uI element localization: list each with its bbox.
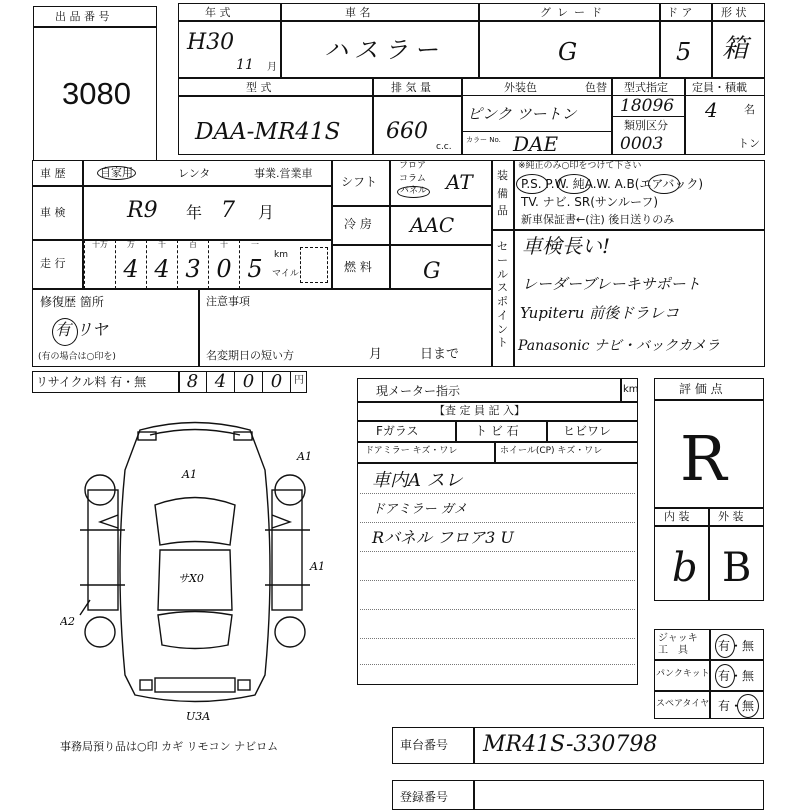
grade-label: グレード <box>540 6 608 19</box>
model-value: DAA-MR41S <box>195 119 341 145</box>
chassis-label: 車台番号 <box>400 738 449 752</box>
evaluation-score: R <box>680 422 727 495</box>
repair-note: (有の場合は○印を) <box>38 352 116 362</box>
color-label: 外装色 <box>504 81 537 94</box>
mile-checkbox[interactable] <box>300 247 328 283</box>
mileage-cell <box>208 240 239 289</box>
mileage-digit: 0 <box>216 255 232 283</box>
equipment-note: ※純正のみ○印をつけて下さい <box>518 161 642 171</box>
month-unit: 月 <box>267 62 277 73</box>
history-private: 自家用 <box>97 166 136 180</box>
grade-value: G <box>558 38 578 66</box>
inspector-header: 【査 定 員 記 入】 <box>434 404 525 417</box>
color-no-value: DAE <box>513 132 559 156</box>
mileage-unit-label: 千 <box>158 240 166 249</box>
car-diagram <box>60 410 330 730</box>
puncture-label: パンクキット <box>656 669 710 679</box>
meter-unit: km <box>623 384 639 395</box>
deadline-day: 日まで <box>420 347 460 362</box>
ac-value: AAC <box>410 213 455 237</box>
spare-circle <box>737 694 759 718</box>
equipment-line-3: 新車保証書←(注) 後日送りのみ <box>521 213 675 226</box>
mileage-unit-label: 百 <box>189 240 197 249</box>
mileage-unit-label: 十万 <box>92 240 108 249</box>
jack-label: ジャッキ 工 具 <box>658 633 698 656</box>
displacement-value: 660 <box>386 119 428 144</box>
recycle-cells <box>179 371 291 393</box>
class-label: 類別区分 <box>624 119 668 132</box>
color-no-label: カラー No. <box>466 136 501 144</box>
mileage-cell <box>146 240 177 289</box>
circle-ab <box>648 174 680 194</box>
sales-point-4: Panasonic ナビ・バックカメラ <box>518 338 720 354</box>
fuel-value: G <box>423 259 441 284</box>
equipment-line-2: TV. ナビ. SR(サンルーフ) <box>521 195 659 209</box>
inspector-cell-mirror: ドアミラー キズ・ワレ <box>365 446 458 456</box>
recycle-unit: 円 <box>294 375 304 386</box>
displacement-unit: c.c. <box>436 142 452 152</box>
shift-label: シフト <box>341 175 378 189</box>
inspector-entry-2: ドアミラー ガメ <box>372 502 467 517</box>
shift-column: コラム <box>399 174 426 184</box>
recycle-digit: 4 <box>207 371 235 393</box>
capacity-value: 4 <box>705 98 718 122</box>
repair-label: 修復歴 箇所 <box>40 295 104 309</box>
mile-label: マイル <box>272 269 299 279</box>
deadline-label: 名変期日の短い方 <box>206 349 294 362</box>
km-label: km <box>274 250 288 260</box>
diagram-footer: 事務局預り品は○印 カギ リモコン ナビロム <box>60 740 279 753</box>
spare-label: スペアタイヤ <box>656 699 710 709</box>
mileage-digit: 3 <box>185 255 201 283</box>
history-label: 車 歴 <box>40 167 66 180</box>
name-label: 車 名 <box>345 6 371 19</box>
year-label: 年 式 <box>205 6 231 19</box>
inspector-cell-wheel: ホイール(CP) キズ・ワレ <box>500 446 603 456</box>
diagram-mark-rear: U3A <box>186 710 211 723</box>
puncture-value: 有・無 <box>718 669 755 683</box>
inspector-cell-fglass: Fガラス <box>376 424 419 438</box>
inspection-month-unit: 月 <box>258 203 275 222</box>
inspector-entry-1: 車内A スレ <box>372 470 463 491</box>
inspector-entry-3: Rバネル フロア3 U <box>372 528 514 547</box>
tons-unit: トン <box>738 137 760 150</box>
sales-points-label: セ ー ル ス ポ イ ン ト <box>497 240 508 350</box>
mileage-unit-label: 一 <box>251 240 259 249</box>
diagram-mark-a2: A2 <box>60 615 75 628</box>
diagram-mark-a1-right: A1 <box>297 450 312 463</box>
equipment-line-1: P.S. P.W. 純A.W. A.B(エアバック) <box>521 177 704 191</box>
shape-value: 箱 <box>722 34 749 64</box>
deadline-month: 月 <box>369 347 383 362</box>
mileage-cell <box>115 240 146 289</box>
notes-label: 注意事項 <box>206 295 250 308</box>
evaluation-label: 評 価 点 <box>679 382 723 396</box>
recycle-label: リサイクル料 有・無 <box>36 375 147 389</box>
color-value: ピンク ツートン <box>467 105 577 123</box>
meter-label: 現メーター指示 <box>376 384 461 398</box>
mileage-cell <box>84 240 115 289</box>
doors-label: ド ア <box>667 6 693 19</box>
circle-ps <box>516 174 548 194</box>
exterior-label: 外 装 <box>718 510 744 523</box>
year-value: H30 <box>187 30 235 55</box>
shape-label: 形 状 <box>721 6 747 19</box>
ac-label: 冷 房 <box>344 217 372 231</box>
capacity-label: 定員・積載 <box>692 81 747 94</box>
sales-point-2: レーダーブレーキサポート <box>522 275 701 293</box>
exterior-score: B <box>722 545 752 591</box>
history-business: 事業.営業車 <box>254 167 313 180</box>
type-spec-value: 18096 <box>620 96 675 116</box>
recycle-digit: 0 <box>235 371 263 393</box>
inspection-label: 車 検 <box>40 206 66 219</box>
model-label: 型 式 <box>246 81 272 94</box>
equipment-label-1: 装 備 品 <box>497 169 508 218</box>
inspection-month: 7 <box>221 198 235 223</box>
sales-point-1: 車検長い! <box>522 234 611 258</box>
chassis-value: MR41S-330798 <box>483 732 658 757</box>
circle-pw <box>557 174 591 194</box>
month-value: 11 <box>236 57 254 73</box>
lot-number-label: 出 品 番 号 <box>55 10 110 23</box>
type-spec-label: 型式指定 <box>624 81 668 94</box>
jack-value: 有・無 <box>718 639 755 653</box>
mileage-unit-label: 十 <box>220 240 228 249</box>
mileage-cells <box>84 240 270 289</box>
inspection-value: R9 <box>127 198 158 223</box>
doors-value: 5 <box>676 38 692 66</box>
shift-panel: パネル <box>397 186 430 198</box>
inspector-cell-chip: ト ビ 石 <box>475 424 519 438</box>
diagram-mark-roof: サX0 <box>178 572 204 585</box>
car-name: ハスラー <box>324 36 444 64</box>
fuel-label: 燃 料 <box>344 260 372 274</box>
mileage-digit: 5 <box>247 255 263 283</box>
mileage-cell <box>239 240 270 289</box>
diagram-mark-a1-side: A1 <box>310 560 325 573</box>
mileage-digit: 4 <box>154 255 170 283</box>
shift-floor: フロア <box>399 161 427 171</box>
color-change-label: 色替 <box>585 81 607 94</box>
history-rental: レンタ <box>178 167 211 180</box>
recycle-digit: 8 <box>179 371 207 393</box>
class-value: 0003 <box>620 134 664 154</box>
jack-circle <box>715 634 735 658</box>
puncture-circle <box>715 664 735 688</box>
interior-label: 内 装 <box>664 510 690 523</box>
shift-value: AT <box>446 170 473 194</box>
diagram-mark-a1-hood: A1 <box>182 468 197 481</box>
registration-label: 登録番号 <box>400 790 449 804</box>
inspector-cell-crack: ヒビワレ <box>563 424 612 438</box>
repair-circle <box>52 318 78 346</box>
spare-value: 有・無 <box>718 699 755 713</box>
inspection-year-unit: 年 <box>186 203 203 222</box>
displacement-label: 排 気 量 <box>391 81 431 94</box>
mileage-digit: 4 <box>123 255 139 283</box>
mileage-cell <box>177 240 208 289</box>
capacity-unit: 名 <box>744 103 755 116</box>
interior-score: b <box>672 545 698 591</box>
recycle-digit: 0 <box>263 371 291 393</box>
sales-point-3: Yupiteru 前後ドラレコ <box>520 304 680 322</box>
mileage-label: 走 行 <box>40 257 66 270</box>
repair-value: 有 リヤ <box>55 320 108 339</box>
lot-number: 3080 <box>62 76 131 111</box>
mileage-unit-label: 万 <box>127 240 135 249</box>
